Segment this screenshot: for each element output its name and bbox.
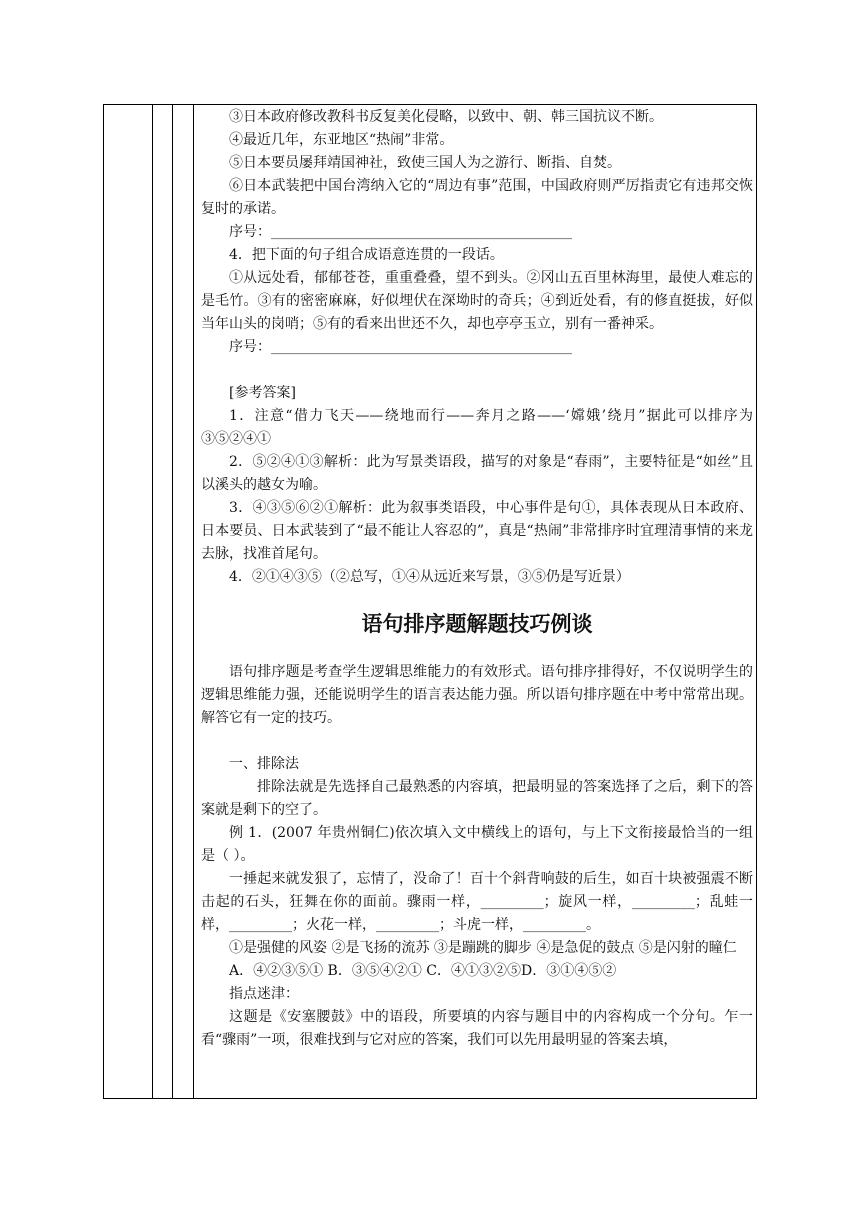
answers-heading: [参考答案] (229, 385, 296, 401)
paragraph: ③日本政府修改教科书反复美化侵略，以致中、朝、韩三国抗议不断。 (229, 109, 663, 125)
section-description: 排除法就是先选择自己最熟悉的内容填，把最明显的答案选择了之后，剩下的答案就是剩下的空了。 (201, 779, 753, 818)
paragraph: ④最近几年，东亚地区“热闹”非常。 (229, 132, 454, 148)
answer-3: 3．④③⑤⑥②①解析：此为叙事类语段，中心事件是句①，具体表现从日本政府、日本要员、日本武装到了“最不能让人容忍的”，真是“热闹”非常排序时宜理清事情的来龙去脉，找准首尾句。 (201, 500, 753, 562)
article-intro: 语句排序题是考查学生逻辑思维能力的有效形式。语句排序排得好，不仅说明学生的逻辑思维能力强，还能说明学生的语言表达能力强。所以语句排序题在中考中常常出现。解答它有一定的技巧。 (201, 664, 753, 726)
example-1-text: 一捶起来就发狠了，忘情了，没命了！百十个斜背响鼓的后生，如百十块被强震不断击起的石头，狂舞在你的面前。骤雨一样，_________；旋风一样，_________；乱蛙一样，_________；火花一样，_________；斗虎一样，_________。 (201, 871, 753, 933)
example-1-options: ①是强健的风姿 ②是飞扬的流苏 ③是蹦跳的脚步 ④是急促的鼓点 ⑤是闪射的瞳仁 (229, 940, 737, 956)
column-divider-2 (172, 104, 173, 1099)
hint-label: 指点迷津： (229, 986, 299, 1002)
paragraph: ⑤日本要员屡拜靖国神社，致使三国人为之游行、断指、自焚。 (229, 155, 621, 171)
article-title: 语句排序题解题技巧例谈 (361, 612, 593, 636)
section-heading: 一、排除法 (229, 756, 299, 772)
paragraph: ①从远处看，郁郁苍苍，重重叠叠，望不到头。②冈山五百里林海里，最使人难忘的是毛竹。③有的密密麻麻，好似埋伏在深坳时的奇兵；④到近处看，有的修直挺拔，好似当年山头的岗哨；⑤有的看来出世还不久，却也亭亭玉立，别有一番神采。 (201, 270, 753, 332)
example-1-choices: A．④②③⑤① B．③⑤④②① C．④①③②⑤D．③①④⑤② (229, 963, 617, 979)
column-divider-3 (193, 104, 194, 1099)
column-divider-1 (152, 104, 153, 1099)
question-4: 4．把下面的句子组合成语意连贯的一段话。 (229, 247, 504, 263)
answer-4: 4．②①④③⑤（②总写，①④从远近来写景，③⑤仍是写近景） (229, 569, 630, 585)
paragraph: ⑥日本武装把中国台湾纳入它的“周边有事”范围，中国政府则严厉指责它有违邦交恢复时的承诺。 (201, 178, 753, 217)
answer-2: 2．⑤②④①③解析：此为写景类语段，描写的对象是“春雨”，主要特征是“如丝”且以溪头的越女为喻。 (201, 454, 753, 493)
document-content (201, 106, 753, 1052)
answer-line: 序号：___________________________________________ (229, 224, 572, 240)
hint-text: 这题是《安塞腰鼓》中的语段，所要填的内容与题目中的内容构成一个分句。乍一看“骤雨”一项，很难找到与它对应的答案，我们可以先用最明显的答案去填， (201, 1009, 753, 1048)
example-1: 例 1．(2007 年贵州铜仁)依次填入文中横线上的语句，与上下文衔接最恰当的一组是（ ）。 (201, 825, 753, 864)
answer-line: 序号：___________________________________________ (229, 339, 572, 355)
answer-1: 1．注意“借力飞天——绕地而行——奔月之路——‘嫦娥’绕月”据此可以排序为③⑤②④① (201, 408, 753, 447)
